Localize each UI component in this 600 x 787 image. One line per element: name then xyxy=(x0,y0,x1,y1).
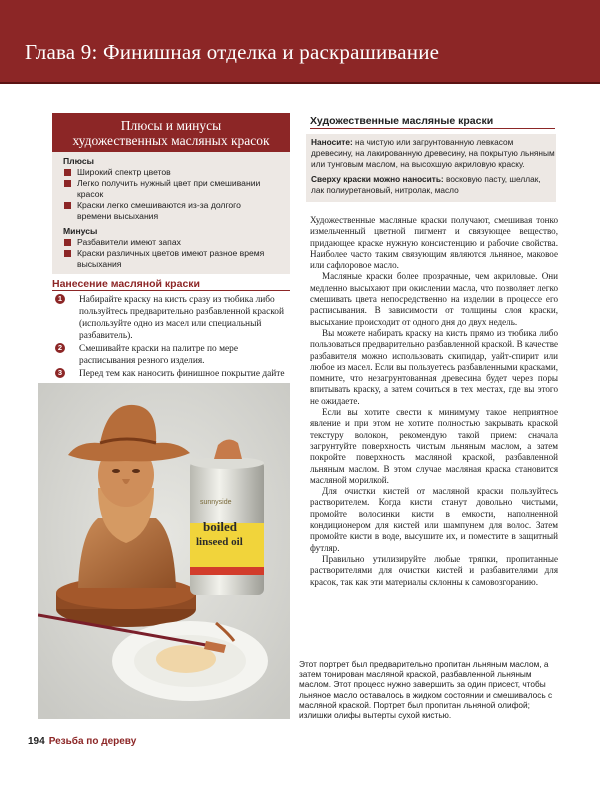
cons-heading: Минусы xyxy=(63,226,98,236)
body-paragraph: Масляные краски более прозрачные, чем акриловые. Они медленно высыхают при окислении масла, что позволяет легко смешивать цвета непосредственно на изделии в процессе его расписывания. В зависимости от толщины слоя краски, высыхание происходит от одного дня до двух недель. xyxy=(310,271,558,327)
step-text: Набирайте краску на кисть сразу из тюбика либо пользуйтесь предварительно разбавленной краской (используйте одно из масел или специальный разбавитель). xyxy=(79,295,285,341)
pros-cons-body xyxy=(52,152,290,270)
apply-section-rule xyxy=(52,290,290,291)
pros-item xyxy=(63,200,290,211)
header-rule xyxy=(0,82,600,84)
pros-item-continuation: красок xyxy=(77,189,104,199)
pros-cons-title-line2: художественных масляных красок xyxy=(72,133,270,148)
bullet-square-icon xyxy=(64,202,71,209)
pros-cons-box xyxy=(52,113,290,274)
pros-item-continuation: времени высыхания xyxy=(77,211,159,221)
topcoat-label: Сверху краски можно наносить: xyxy=(311,174,444,184)
pros-heading: Плюсы xyxy=(63,156,94,166)
body-paragraph: Если вы хотите свести к минимуму такое неприятное явление и при этом не хотите полностью закрывать краской текстуру волокон, рекомендую такой прием: сначала загрунтуйте поверхность чистым льняным маслом, а затем покройте поверхность масляной краской, разбавленной льняным маслом. В этом случае масляная краска становится масляной морилкой. xyxy=(310,407,558,485)
cons-item-text: Разбавители имеют запах xyxy=(77,237,181,247)
cons-item xyxy=(63,248,290,259)
apply-to-info xyxy=(306,134,556,170)
apply-to-text: на чистую или загрунтованную левкасом древесину, на лакированную древесину, на покрытую льняным или тунговым маслом, на высохшую акриловую краску. xyxy=(311,137,555,169)
oil-paints-rule xyxy=(310,128,555,129)
apply-to-label: Наносите: xyxy=(311,137,353,147)
carved-portrait-photo xyxy=(38,383,290,719)
apply-step xyxy=(55,294,290,342)
body-paragraph: Правильно утилизируйте любые тряпки, пропитанные растворителями для очистки кистей и разбавителями для красок, так как эти материалы склонны к самовозгоранию. xyxy=(310,553,558,587)
apply-step xyxy=(55,343,290,367)
topcoat-info xyxy=(306,174,556,196)
can-label-line2: linseed oil xyxy=(196,536,243,548)
pros-cons-title-line1: Плюсы и минусы xyxy=(120,118,222,133)
step-number-badge: 3 xyxy=(55,368,65,378)
step-number-badge: 2 xyxy=(55,343,65,353)
step-text: Перед тем как наносить финишное покрытие дайте xyxy=(79,369,285,379)
chapter-header xyxy=(0,0,600,83)
apply-section-title: Нанесение масляной краски xyxy=(52,278,200,290)
oil-paints-title: Художественные масляные краски xyxy=(310,115,494,127)
body-paragraph: Вы можете набирать краску на кисть прямо из тюбика либо пользоваться предварительно разбавленной краской. В качестве разбавителя можно использовать скипидар, уайт-спирит или любое из масел. Если вы пользуетесь разбавленными красками, помните, что незагрунтованная древесина будет через поры впитывать краску, а затем сочиться в тех местах, где вы этого не ожидаете. xyxy=(310,327,558,406)
can-label-line1: boiled xyxy=(203,519,237,534)
pros-item-text: Широкий спектр цветов xyxy=(77,167,171,177)
bullet-square-icon xyxy=(64,250,71,257)
photo-caption: Этот портрет был предварительно пропитан льняным маслом, а затем тонирован масляной краской, разбавленной льняным маслом. Этот процесс нужно завершить за один присест, чтобы льняное масло оставалось в жидком состоянии и смешивалось с масляной краской. Портрет был пропитан льняной олифой; излишки олифы вытерты сухой кистью. xyxy=(299,659,553,721)
pros-item-text: Легко получить нужный цвет при смешивании xyxy=(77,178,261,188)
can-brand-text: sunnyside xyxy=(200,499,232,506)
cons-item xyxy=(63,237,290,248)
body-paragraph: Художественные масляные краски получают, смешивая тонко измельченный цветной пигмент и связующее вещество, придающее краске нужную консистенцию и рабочие свойства. Наиболее часто таким связующим являются льняное, маковое или сафлоровое масло. xyxy=(310,215,558,271)
pros-item xyxy=(63,167,290,178)
step-text: Смешивайте краски на палитре по мере расписывания резного изделия. xyxy=(79,344,239,366)
pros-item xyxy=(63,178,290,189)
application-info-box xyxy=(306,134,556,202)
pros-item-text: Краски легко смешиваются из-за долгого xyxy=(77,200,241,210)
bullet-square-icon xyxy=(64,169,71,176)
step-number-badge: 1 xyxy=(55,294,65,304)
body-paragraph: Для очистки кистей от масляной краски пользуйтесь растворителем. Когда кисти станут довольно чистыми, промойте волосинки кисти в емкости, наполненной кондиционером для кистей или шампунем для волос. Затем промойте кисти в воде, высушите их, и поместите в защитный футляр. xyxy=(310,486,558,553)
cons-item-continuation: высыхания xyxy=(77,259,122,269)
photo-illustration xyxy=(38,383,290,719)
chapter-title: Глава 9: Финишная отделка и раскрашивание xyxy=(25,40,440,64)
page-footer xyxy=(28,736,136,747)
body-text xyxy=(310,215,558,588)
topcoat-text: восковую пасту, шеллак, лак полиуретановый, нитролак, масло xyxy=(311,174,541,195)
cons-item-text: Краски различных цветов имеют разное время xyxy=(77,248,265,258)
book-title: Резьба по дереву xyxy=(48,736,137,747)
page-number: 194 xyxy=(28,736,45,747)
bullet-square-icon xyxy=(64,239,71,246)
pros-cons-title xyxy=(52,113,290,152)
bullet-square-icon xyxy=(64,180,71,187)
